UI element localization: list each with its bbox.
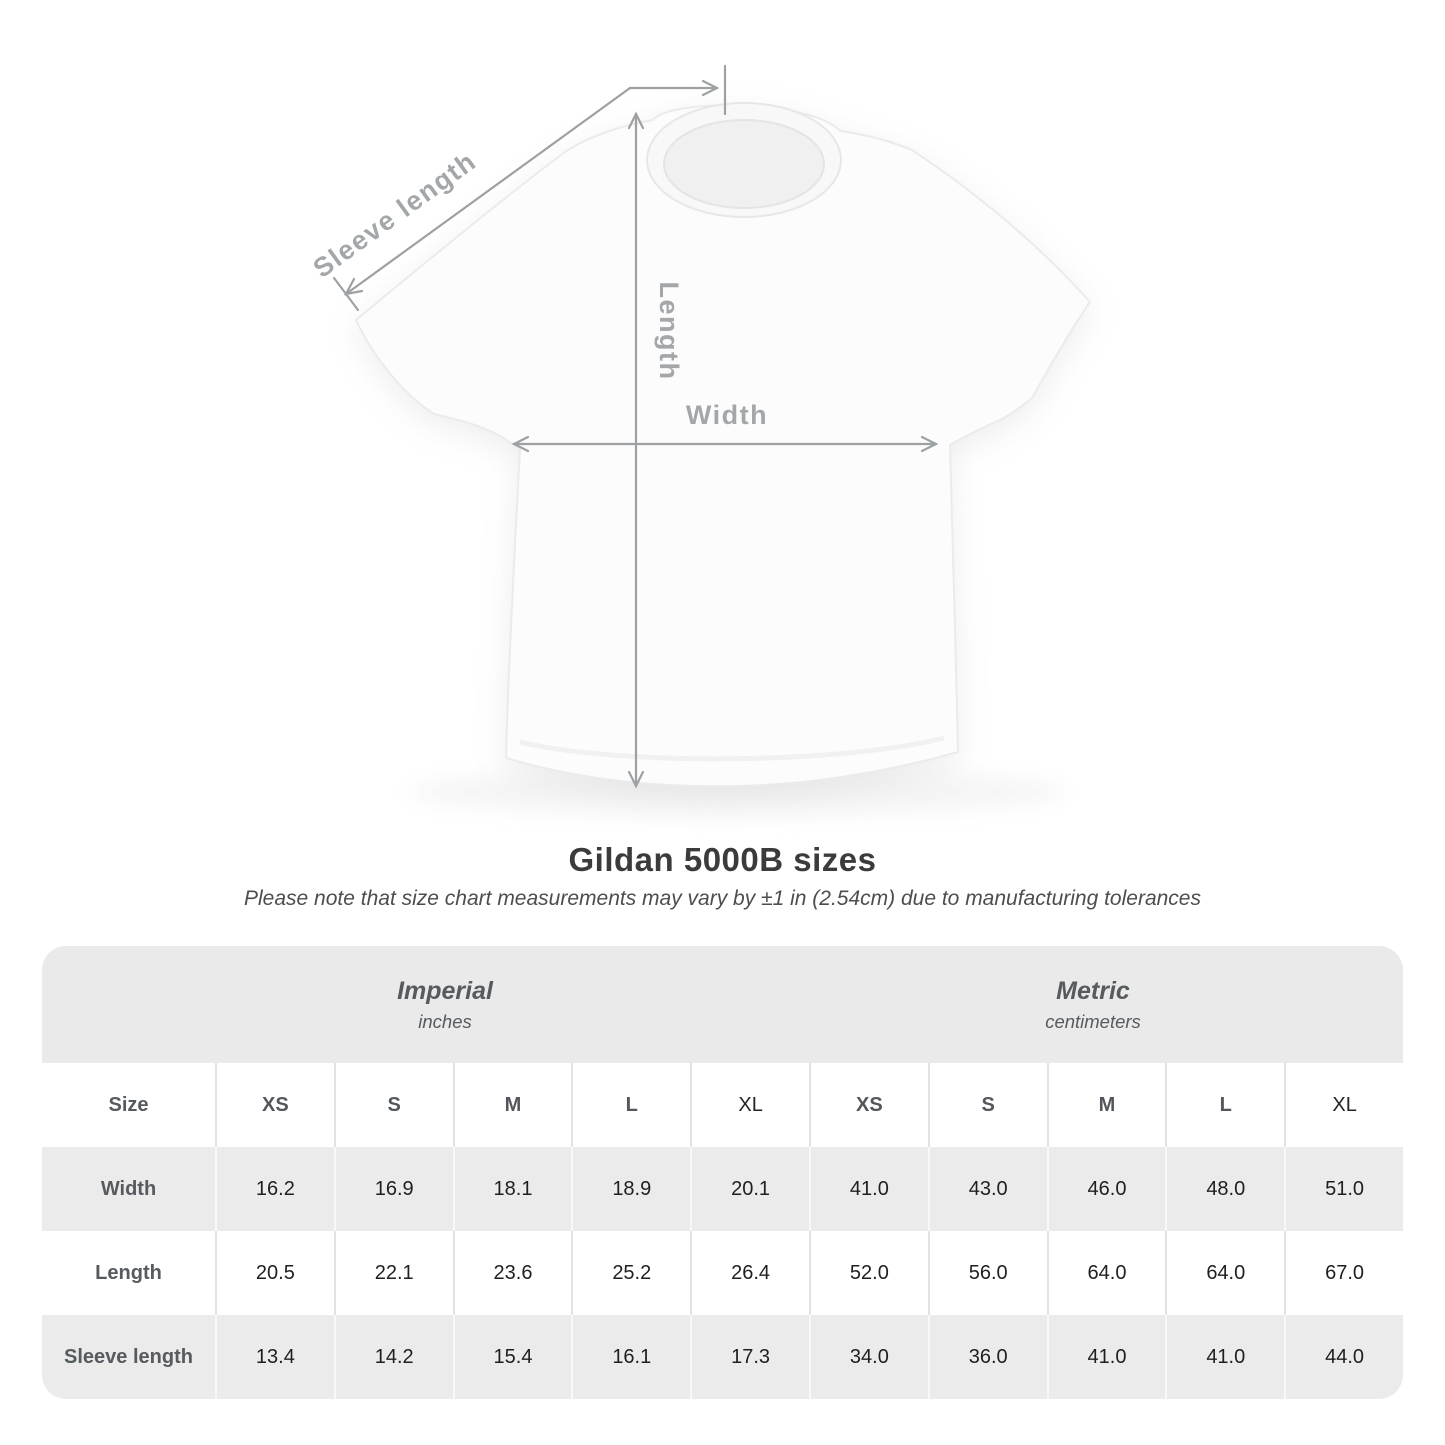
size-cell: S (928, 1063, 1047, 1147)
value-cell: 41.0 (809, 1147, 928, 1231)
value-cell: 52.0 (809, 1231, 928, 1315)
value-cell: 14.2 (334, 1315, 453, 1399)
value-cell: 20.1 (690, 1147, 809, 1231)
sleeve-length-label: Sleeve length (307, 145, 482, 284)
metric-title: Metric (1056, 976, 1130, 1005)
length-label: Length (654, 281, 684, 381)
page-title: Gildan 5000B sizes (568, 841, 877, 878)
value-cell: 64.0 (1165, 1231, 1284, 1315)
value-cell: 26.4 (690, 1231, 809, 1315)
size-table (42, 946, 1403, 1399)
value-cell: 41.0 (1047, 1315, 1166, 1399)
value-cell: 36.0 (928, 1315, 1047, 1399)
caption (0, 841, 1445, 911)
table-row-sleeve-length (42, 1315, 1403, 1399)
size-cell: XS (215, 1063, 334, 1147)
table-row-sizes (42, 1063, 1403, 1147)
value-cell: 67.0 (1284, 1231, 1403, 1315)
imperial-unit: inches (418, 1010, 472, 1032)
size-cell: M (1047, 1063, 1166, 1147)
value-cell: 64.0 (1047, 1231, 1166, 1315)
size-cell: XS (809, 1063, 928, 1147)
size-cell: XL (690, 1063, 809, 1147)
value-cell: 43.0 (928, 1147, 1047, 1231)
row-label: Size (108, 1093, 149, 1116)
size-cell: S (334, 1063, 453, 1147)
value-cell: 23.6 (453, 1231, 572, 1315)
value-cell: 18.1 (453, 1147, 572, 1231)
value-cell: 34.0 (809, 1315, 928, 1399)
value-cell: 16.2 (215, 1147, 334, 1231)
size-cell: M (453, 1063, 572, 1147)
imperial-header (397, 946, 493, 1063)
width-label: Width (685, 400, 769, 430)
table-row-length (42, 1231, 1403, 1315)
value-cell: 20.5 (215, 1231, 334, 1315)
size-cell: L (571, 1063, 690, 1147)
value-cell: 16.9 (334, 1147, 453, 1231)
value-cell: 17.3 (690, 1315, 809, 1399)
table-row-width (42, 1147, 1403, 1231)
metric-unit: centimeters (1045, 1010, 1141, 1032)
size-cell: L (1165, 1063, 1284, 1147)
size-cell: XL (1284, 1063, 1403, 1147)
row-label: Sleeve length (64, 1345, 193, 1368)
value-cell: 48.0 (1165, 1147, 1284, 1231)
row-label: Length (95, 1261, 162, 1284)
row-label: Width (100, 1177, 157, 1200)
sleeve-end-tick (334, 278, 358, 310)
value-cell: 13.4 (215, 1315, 334, 1399)
tolerance-note: Please note that size chart measurements may vary by ±1 in (2.54cm) due to manufacturing tolerances (244, 887, 1201, 910)
metric-header (1045, 946, 1141, 1063)
value-cell: 15.4 (453, 1315, 572, 1399)
value-cell: 41.0 (1165, 1315, 1284, 1399)
value-cell: 51.0 (1284, 1147, 1403, 1231)
value-cell: 18.9 (571, 1147, 690, 1231)
value-cell: 16.1 (571, 1315, 690, 1399)
value-cell: 44.0 (1284, 1315, 1403, 1399)
value-cell: 46.0 (1047, 1147, 1166, 1231)
value-cell: 25.2 (571, 1231, 690, 1315)
value-cell: 56.0 (928, 1231, 1047, 1315)
value-cell: 22.1 (334, 1231, 453, 1315)
imperial-title: Imperial (397, 976, 493, 1005)
unit-header-band (42, 946, 1403, 1063)
tshirt-collar-inner (664, 120, 824, 208)
